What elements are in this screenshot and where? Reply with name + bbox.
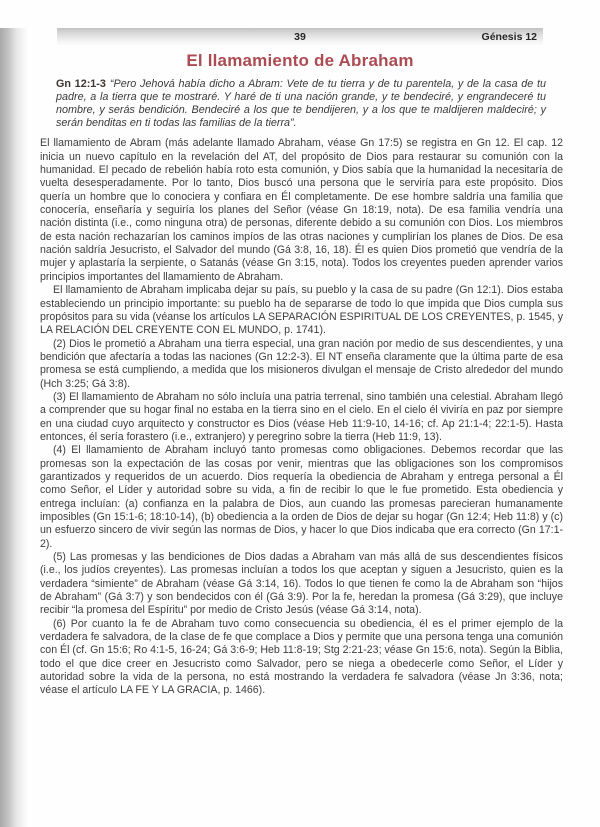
scanned-page [0, 28, 600, 827]
paragraph-principle-6: (6) Por cuanto la fe de Abraham tuvo como consecuencia su obediencia, él es el primer ejemplo de la verdadera fe salvadora, de la clase de fe que complace a Dios y permite que una persona tenga una comunión con Él (cf. Gn 15:6; Ro 4:1-5, 16-24; Gá 3:6-9; Heb 11:8-19; Stg 2:21-23; véase Gn 15:6, nota). Según la Biblia, todo el que dice creer en Jesucristo como Salvador, pero se niega a obedecerle como Señor, el Líder y autoridad sobre la vida de la persona, no está mostrando la verdadera fe salvadora (véase Jn 3:36, nota; véase el artículo LA FE Y LA GRACIA, p. 1466). [40, 617, 563, 697]
page-number: 39 [294, 30, 306, 43]
paragraph-principle-2: (2) Dios le prometió a Abraham una tierra especial, una gran nación por medio de sus descendientes, y una bendición que afectaría a todas las naciones (Gn 12:2-3). El NT enseña claramente que la última parte de esa promesa se está cumpliendo, a medida que los misioneros divulgan el mensaje de Cristo alrededor del mundo (Hch 3:25; Gá 3:8). [40, 337, 563, 390]
paragraph-principle-3: (3) El llamamiento de Abraham no sólo incluía una patria terrenal, sino también una celestial. Abraham llegó a comprender que su hogar final no estaba en la tierra sino en el cielo. En el cielo él viviría en paz por siempre en una ciudad cuyo arquitecto y constructor es Dios (véase Heb 11:9-10, 14-16; cf. Ap 21:1-4; 22:1-5). Hasta entonces, él sería forastero (i.e., extranjero) y peregrino sobre la tierra (Heb 11:9, 13). [40, 390, 563, 443]
article-title: El llamamiento de Abraham [186, 51, 414, 70]
paragraph-principle-1: El llamamiento de Abraham implicaba dejar su país, su pueblo y la casa de su padre (Gn 12:1). Dios estaba estableciendo un principio importante: su pueblo ha de separarse de todo lo que impida que Dios cumpla sus propósitos para su vida (véanse los artículos LA SEPARACIÓN ESPIRITUAL DE LOS CREYENTES, p. 1545, y LA RELACIÓN DEL CREYENTE CON EL MUNDO, p. 1741). [40, 284, 563, 337]
intro-paragraph: El llamamiento de Abram (más adelante llamado Abraham, véase Gn 17:5) se registra en Gn 12. El cap. 12 inicia un nuevo capítulo en la revelación del AT, del propósito de Dios para restaurar su comunión con la humanidad. El pecado de rebelión había roto esta comunión, y Dios sabía que la humanidad la necesitaría de vuelta desesperadamente. Por lo tanto, Dios buscó una persona que le serviría para este propósito. Dios quería un hombre que lo conociera y confiara en Él completamente. De ese hombre saldría una familia que conocería, enseñaría y seguiría los planes del Señor (véase Gn 18:19, nota). De esa familia vendría una nación distinta (i.e., como ninguna otra) de personas, diferente debido a su comunión con Dios. Los miembros de esta nación rechazarían los caminos impíos de las otras naciones y cumplirían los planes de Dios. De esa nación saldría Jesucristo, el Salvador del mundo (Gá 3:8, 16, 18). Él es quien Dios prometió que vendría de la mujer y aplastaría la serpiente, o Satanás (véase Gn 3:15, nota). Todos los creyentes pueden aprender varios principios importantes del llamamiento de Abraham. [40, 137, 563, 283]
paragraph-principle-4: (4) El llamamiento de Abraham incluyó tanto promesas como obligaciones. Debemos recordar que las promesas son la expectación de las cosas por venir, mientras que las obligaciones son los compromisos garantizados y requeridos de un acuerdo. Dios requería la obediencia de Abraham y entrega personal a Él como Señor, el Líder y autoridad sobre su vida, a fin de recibir lo que le fue prometido. Esta obediencia y entrega incluían: (a) confianza en la palabra de Dios, aun cuando las promesas parecieran humanamente imposibles (Gn 15:1-6; 18:10-14), (b) obediencia a la orden de Dios de dejar su hogar (Gn 12:4; Heb 11:8) y (c) un esfuerzo sincero de vivir según las normas de Dios, y hacer lo que Dios indicaba que era correcto (Gn 17:1-2). [40, 444, 563, 550]
verse-reference: Gn 12:1-3 [56, 78, 106, 90]
verse-quote-block [56, 78, 546, 130]
page-left-scan-shadow [0, 28, 28, 827]
verse-quote-text: “Pero Jehová había dicho a Abram: Vete de tu tierra y de tu parentela, y de la casa de tu padre, a la tierra que te mostraré. Y haré de ti una nación grande, y te bendeciré, y engrandeceré tu nombre, y serás bendición. Bendeciré a los que te bendijeren, y a los que te maldijeren maldeciré; y serán benditas en ti todas las familias de la tierra”. [56, 78, 547, 130]
running-header [57, 28, 543, 45]
paragraph-principle-5: (5) Las promesas y las bendiciones de Dios dadas a Abraham van más allá de sus descendientes físicos (i.e., los judíos creyentes). Las promesas incluían a todos los que aceptan y siguen a Jesucristo, quien es la verdadera “simiente” de Abraham (véase Gá 3:14, 16). Todos lo que tienen fe como la de Abraham son “hijos de Abraham” (Gá 3:7) y son bendecidos con él (Gá 3:9). Por la fe, heredan la promesa (Gá 3:29), que incluye recibir “la promesa del Espíritu” por medio de Cristo Jesús (véase Gá 3:14, nota). [40, 551, 563, 617]
commentary-body [40, 137, 563, 697]
book-chapter-reference: Génesis 12 [481, 30, 537, 43]
